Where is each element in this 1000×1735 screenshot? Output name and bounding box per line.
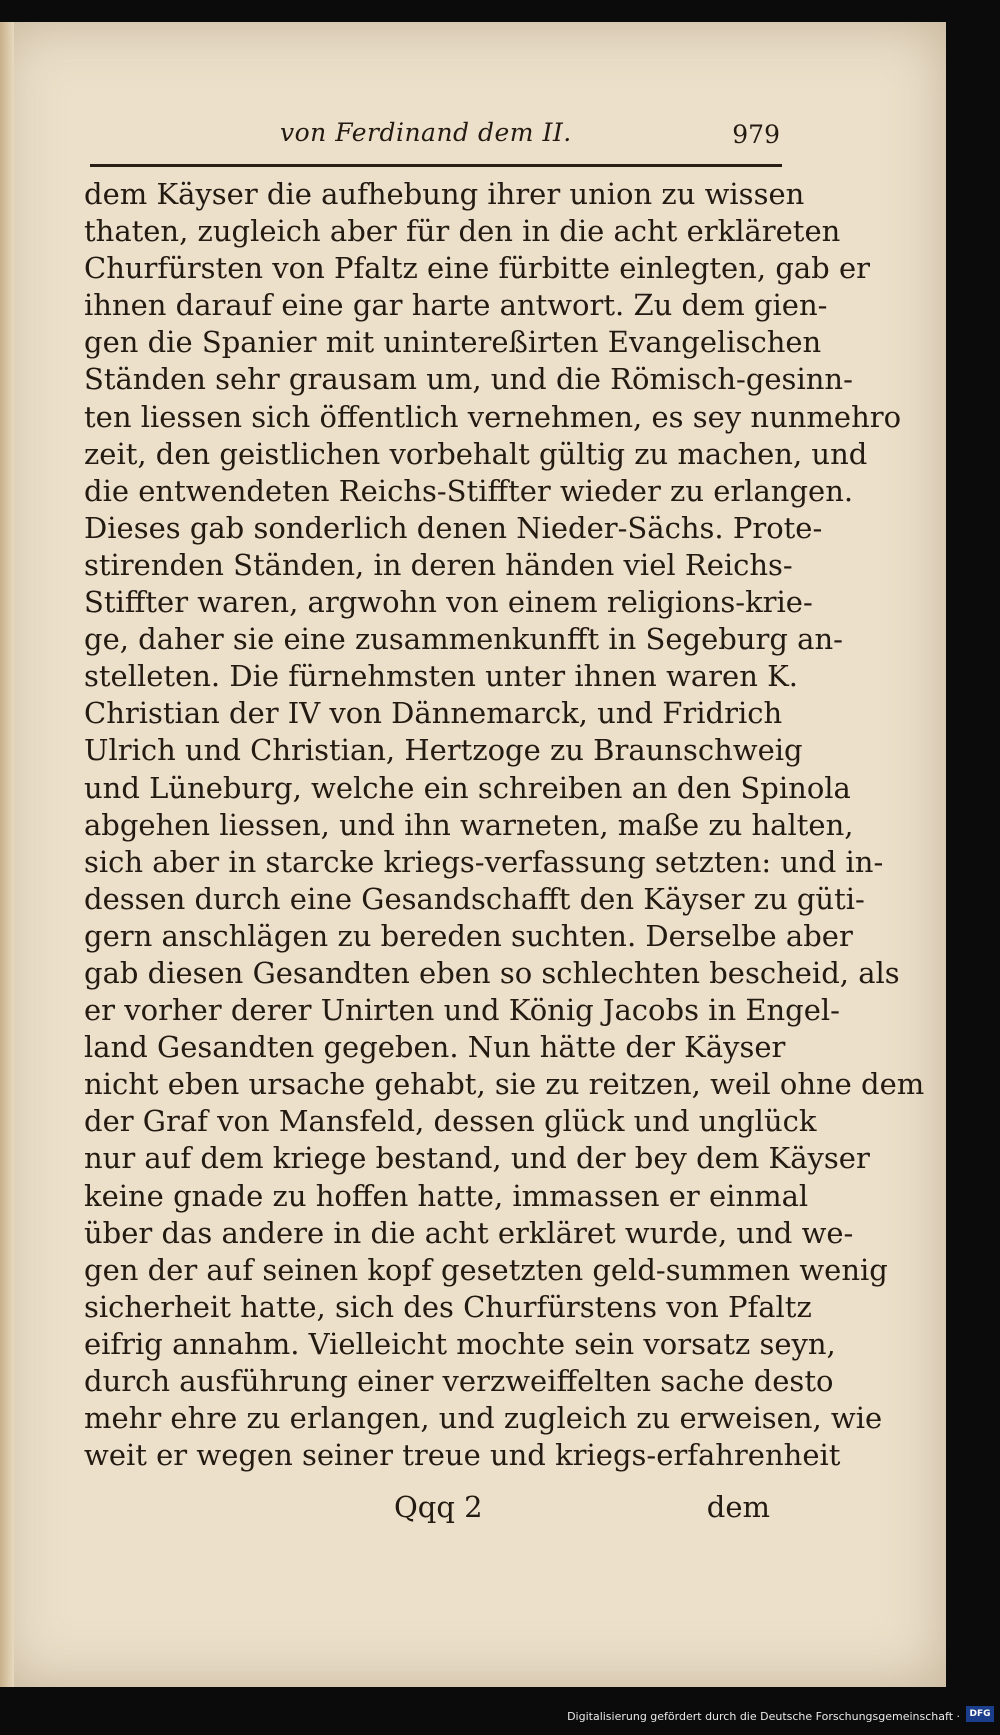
text-line: Ständen sehr grausam um, und die Römisch-gesinn-: [84, 362, 853, 397]
text-line: thaten, zugleich aber für den in die acht erkläreten: [84, 214, 841, 249]
text-line: ihnen darauf eine gar harte antwort. Zu dem gien-: [84, 288, 828, 323]
text-line: ten liessen sich öffentlich vernehmen, es sey nunmehro: [84, 399, 902, 434]
text-line: Stiffter waren, argwohn von einem religions-krie-: [84, 585, 813, 620]
page-header: [90, 118, 780, 158]
text-line: er vorher derer Unirten und König Jacobs in Engel-: [84, 993, 840, 1028]
text-line: Christian der IV von Dännemarck, und Fridrich: [84, 696, 783, 731]
digitization-credit: Digitalisierung gefördert durch die Deutsche Forschungsgemeinschaft ·: [567, 1710, 960, 1723]
text-line: gen die Spanier mit unintereßirten Evangelischen: [84, 325, 822, 360]
text-line: sich aber in starcke kriegs-verfassung setzten: und in-: [84, 844, 884, 879]
text-line: weit er wegen seiner treue und kriegs-erfahrenheit: [84, 1438, 841, 1473]
text-line: Dieses gab sonderlich denen Nieder-Sächs. Prote-: [84, 510, 823, 545]
text-line: stelleten. Die fürnehmsten unter ihnen waren K.: [84, 659, 798, 694]
text-line: ge, daher sie eine zusammenkunfft in Segeburg an-: [84, 622, 843, 657]
dfg-logo: DFG: [966, 1706, 994, 1722]
signature-mark: Qqq 2: [394, 1490, 483, 1524]
text-line: abgehen liessen, und ihn warneten, maße zu halten,: [84, 807, 854, 842]
page-footer: [84, 1490, 784, 1530]
text-line: sicherheit hatte, sich des Churfürstens von Pfaltz: [84, 1289, 812, 1324]
body-text: [84, 176, 925, 1474]
text-line: die entwendeten Reichs-Stiffter wieder zu erlangen.: [84, 473, 854, 508]
text-line: mehr ehre zu erlangen, und zugleich zu erweisen, wie: [84, 1401, 883, 1436]
text-line: gen der auf seinen kopf gesetzten geld-summen wenig: [84, 1252, 888, 1287]
running-head: von Ferdinand dem II.: [280, 118, 572, 147]
text-line: durch ausführung einer verzweiffelten sache desto: [84, 1364, 834, 1398]
text-line: nicht eben ursache gehabt, sie zu reitzen, weil ohne dem: [84, 1067, 925, 1102]
header-rule: [90, 164, 782, 167]
page-number: 979: [732, 120, 780, 149]
text-line: dessen durch eine Gesandschafft den Käyser zu güti-: [84, 881, 865, 916]
text-line: zeit, den geistlichen vorbehalt gültig zu machen, und: [84, 436, 868, 471]
text-line: gab diesen Gesandten eben so schlechten bescheid, als: [84, 955, 900, 990]
text-line: Ulrich und Christian, Hertzoge zu Braunschweig: [84, 733, 803, 768]
text-line: gern anschlägen zu bereden suchten. Derselbe aber: [84, 918, 853, 953]
text-line: und Lüneburg, welche ein schreiben an den Spinola: [84, 770, 851, 805]
text-line: dem Käyser die aufhebung ihrer union zu wissen: [84, 177, 805, 211]
text-line: land Gesandten gegeben. Nun hätte der Käyser: [84, 1030, 786, 1065]
catchword: dem: [706, 1490, 770, 1524]
text-line: nur auf dem kriege bestand, und der bey dem Käyser: [84, 1141, 870, 1176]
page-edge: [0, 22, 14, 1687]
text-line: der Graf von Mansfeld, dessen glück und unglück: [84, 1104, 817, 1139]
text-line: keine gnade zu hoffen hatte, immassen er einmal: [84, 1178, 809, 1213]
text-line: stirenden Ständen, in deren händen viel Reichs-: [84, 547, 793, 582]
text-line: über das andere in die acht erkläret wurde, und we-: [84, 1215, 854, 1250]
text-line: Churfürsten von Pfaltz eine fürbitte einlegten, gab er: [84, 251, 870, 286]
text-line: eifrig annahm. Vielleicht mochte sein vorsatz seyn,: [84, 1326, 836, 1361]
